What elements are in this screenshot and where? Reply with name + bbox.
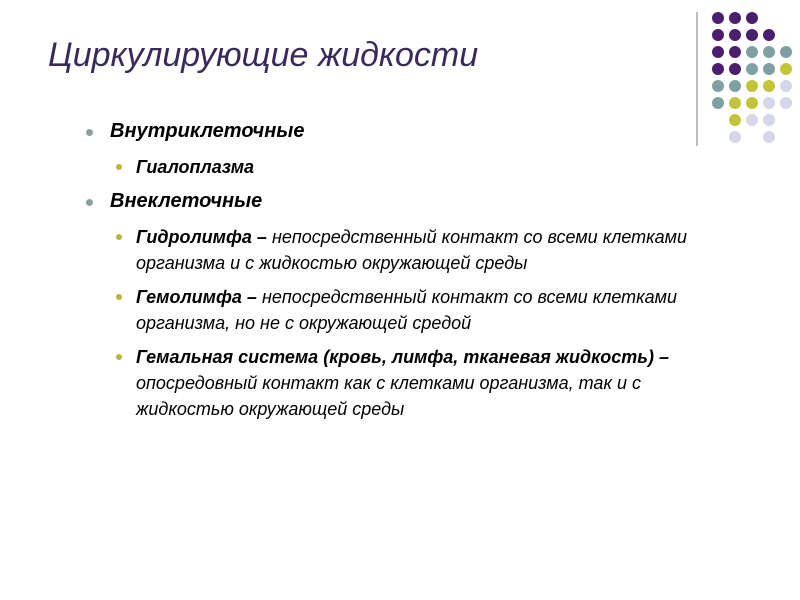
decor-dot (729, 63, 741, 75)
desc-hydrolymph: непосредственный контакт со всеми клетками организма и с жидкостью окружающей среды (136, 227, 688, 273)
decor-dot (729, 97, 741, 109)
decor-dot (746, 114, 758, 126)
decor-dot (746, 80, 758, 92)
decor-dot (729, 131, 741, 143)
decor-dot (746, 46, 758, 58)
decor-dot (712, 12, 724, 24)
decor-dot (712, 63, 724, 75)
decor-dot (729, 12, 741, 24)
decor-dot (780, 80, 792, 92)
decor-dot (746, 29, 758, 41)
decor-dot (763, 46, 775, 58)
decor-dot (763, 131, 775, 143)
decor-dot (729, 80, 741, 92)
decor-dot (712, 97, 724, 109)
term-hemolymph: Гемолимфа – (136, 287, 257, 307)
bullet-intracellular: Внутриклеточные (80, 118, 720, 144)
sub-bullet-hydrolymph (110, 224, 720, 276)
bullet-extracellular: Внеклеточные (80, 188, 720, 214)
decor-dot (712, 80, 724, 92)
slide-title: Циркулирующие жидкости (48, 36, 479, 74)
decor-dot (729, 114, 741, 126)
bullet-list (80, 118, 720, 430)
term-hyaloplasm: Гиалоплазма (136, 157, 255, 177)
decor-dot (746, 63, 758, 75)
decor-dot (763, 29, 775, 41)
decor-dot (712, 46, 724, 58)
sub-bullet-hemolymph (110, 284, 720, 336)
desc-hemolymph: непосредственный контакт со всеми клетками организма, но не с окружающей средой (136, 287, 678, 333)
decor-dot (729, 46, 741, 58)
decor-dot (780, 63, 792, 75)
term-hemal-system: Гемальная система (кровь, лимфа, тканевая жидкость) – (136, 347, 670, 367)
decor-dot (763, 97, 775, 109)
sub-bullet-hyaloplasm (110, 154, 720, 180)
decor-dot (712, 29, 724, 41)
sub-bullet-hemal-system (110, 344, 720, 422)
decor-dot (763, 80, 775, 92)
decor-dot (763, 63, 775, 75)
term-hydrolymph: Гидролимфа – (136, 227, 267, 247)
decor-dot (729, 29, 741, 41)
decor-dot (780, 97, 792, 109)
decor-dot (746, 97, 758, 109)
decor-dot (746, 12, 758, 24)
desc-hemal-system: опосредовный контакт как с клетками организма, так и с жидкостью окружающей среды (136, 373, 641, 419)
decor-dot (763, 114, 775, 126)
decor-dot (780, 46, 792, 58)
